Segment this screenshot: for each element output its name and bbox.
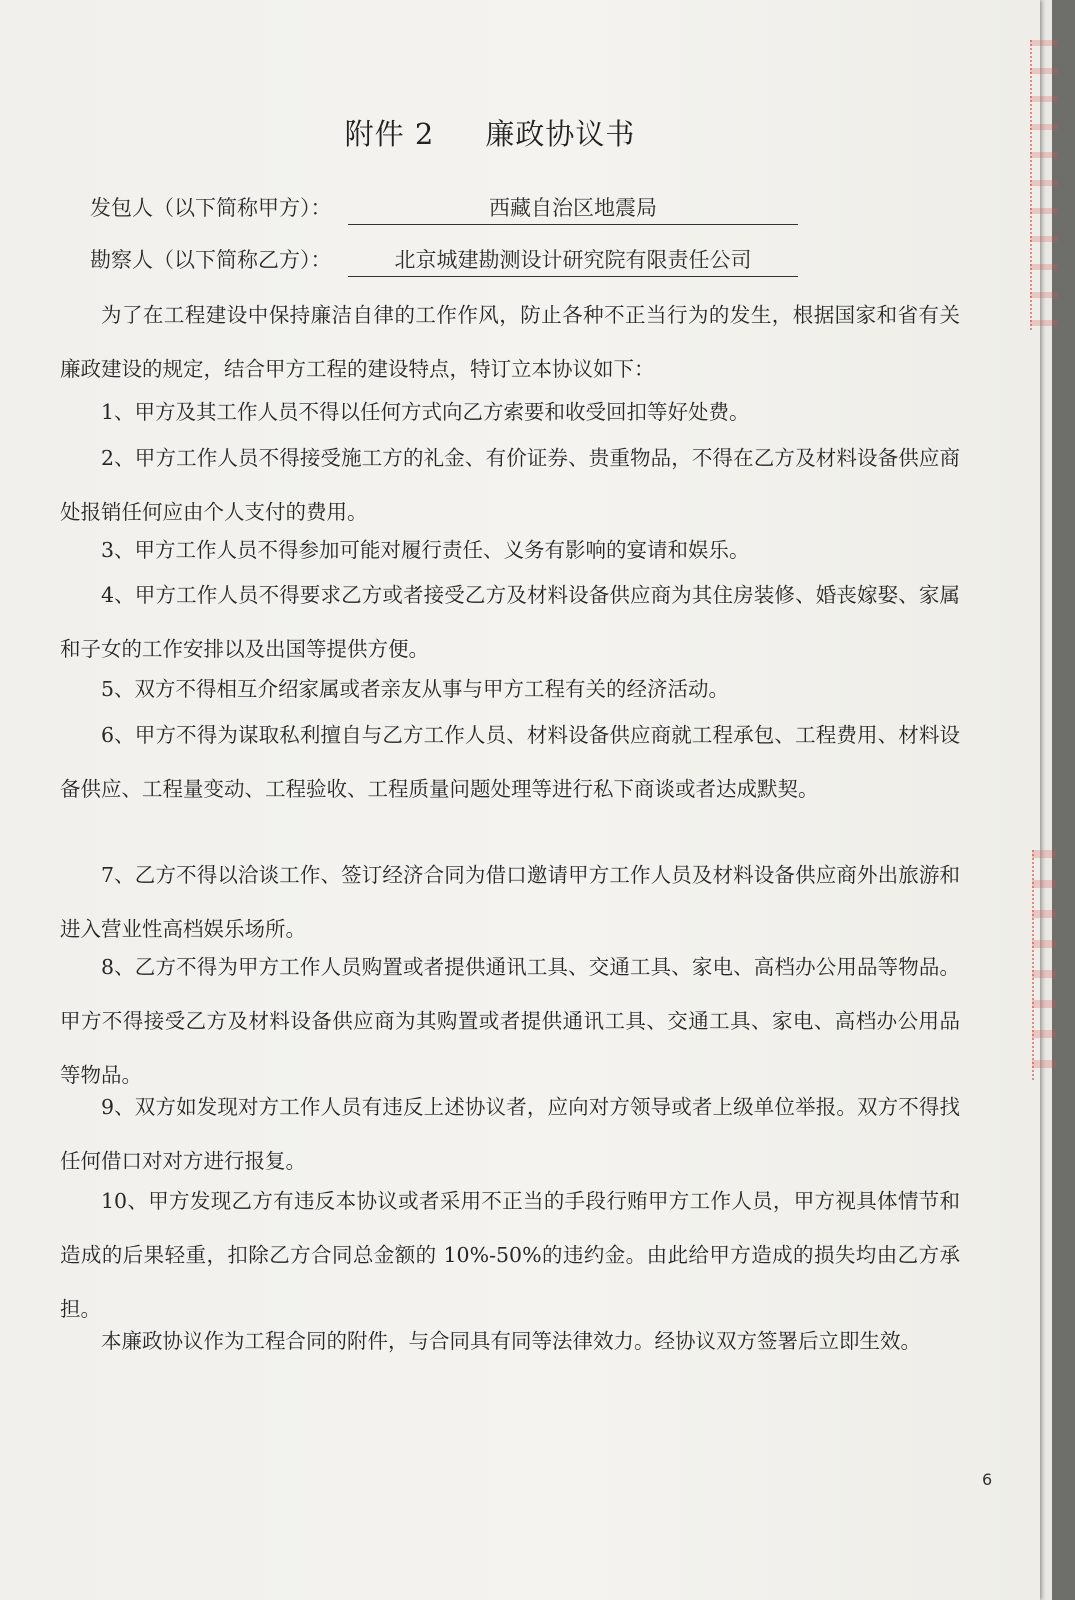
paragraph-clause-4: 4、甲方工作人员不得要求乙方或者接受乙方及材料设备供应商为其住房装修、婚丧嫁娶、家属和子女的工作安排以及出国等提供方便。 — [60, 583, 960, 661]
seal-stamp-edge-middle — [1032, 850, 1056, 1080]
paragraph-intro: 为了在工程建设中保持廉洁自律的工作作风，防止各种不正当行为的发生，根据国家和省有关廉政建设的规定，结合甲方工程的建设特点，特订立本协议如下： — [60, 303, 960, 381]
paragraph-clause-8: 8、乙方不得为甲方工作人员购置或者提供通讯工具、交通工具、家电、高档办公用品等物品。甲方不得接受乙方及材料设备供应商为其购置或者提供通讯工具、交通工具、家电、高档办公用品等物品。 — [60, 955, 960, 1087]
paragraph-closing: 本廉政协议作为工程合同的附件，与合同具有同等法律效力。经协议双方签署后立即生效。 — [101, 1329, 921, 1353]
party-a-value: 西藏自治区地震局 — [348, 192, 798, 225]
seal-stamp-edge-top — [1030, 40, 1058, 330]
page-number: 6 — [982, 1470, 993, 1489]
party-a-line — [90, 192, 798, 225]
paragraph-clause-3: 3、甲方工作人员不得参加可能对履行责任、义务有影响的宴请和娱乐。 — [101, 538, 750, 562]
paragraph-clause-2: 2、甲方工作人员不得接受施工方的礼金、有价证券、贵重物品，不得在乙方及材料设备供应商处报销任何应由个人支付的费用。 — [60, 446, 960, 524]
party-b-label: 勘察人（以下简称乙方）： — [90, 248, 332, 272]
party-b-line — [90, 244, 798, 277]
party-b-value: 北京城建勘测设计研究院有限责任公司 — [348, 244, 798, 277]
paragraph-clause-10: 10、甲方发现乙方有违反本协议或者采用不正当的手段行贿甲方工作人员，甲方视具体情节和造成的后果轻重，扣除乙方合同总金额的 10%-50%的违约金。由此给甲方造成的损失均由乙方承担。 — [60, 1189, 960, 1321]
paragraph-clause-6: 6、甲方不得为谋取私利擅自与乙方工作人员、材料设备供应商就工程承包、工程费用、材料设备供应、工程量变动、工程验收、工程质量问题处理等进行私下商谈或者达成默契。 — [60, 723, 960, 801]
paragraph-clause-1: 1、甲方及其工作人员不得以任何方式向乙方索要和收受回扣等好处费。 — [101, 400, 750, 424]
document-title: 附件 2 廉政协议书 — [344, 117, 636, 151]
party-a-label: 发包人（以下简称甲方）： — [90, 196, 332, 220]
paragraph-clause-5: 5、双方不得相互介绍家属或者亲友从事与甲方工程有关的经济活动。 — [101, 677, 730, 701]
paragraph-clause-9: 9、双方如发现对方工作人员有违反上述协议者，应向对方领导或者上级单位举报。双方不得找任何借口对对方进行报复。 — [60, 1095, 960, 1173]
paragraph-clause-7: 7、乙方不得以洽谈工作、签订经济合同为借口邀请甲方工作人员及材料设备供应商外出旅游和进入营业性高档娱乐场所。 — [60, 863, 960, 941]
